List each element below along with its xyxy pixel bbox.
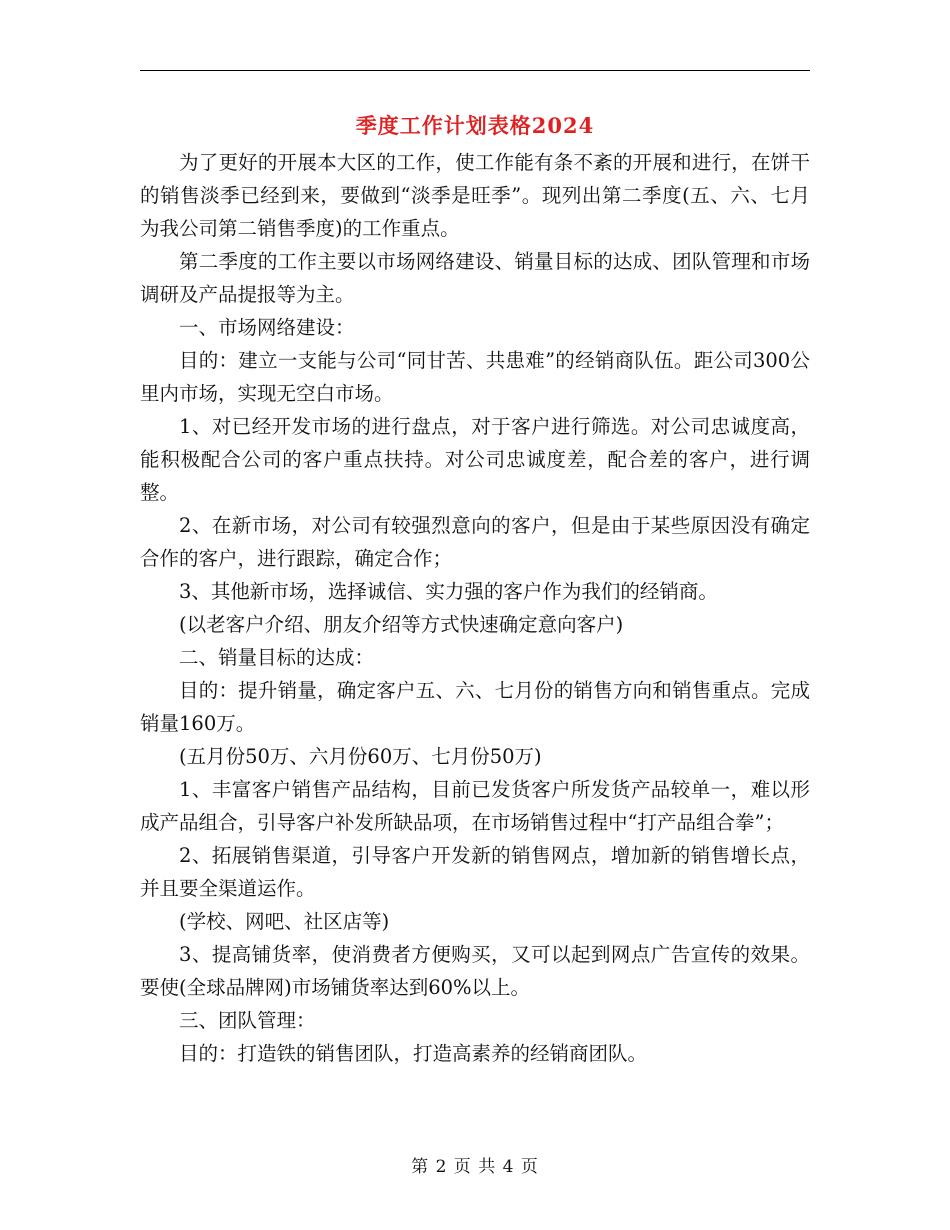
- section-heading: 一、市场网络建设：: [179, 316, 355, 339]
- paragraph: 目的：建立一支能与公司“同甘苦、共患难”的经销商队伍。距公司300公里内市场，实现无空白市场。: [140, 349, 810, 405]
- list-item: 3、提高铺货率，使消费者方便购买，又可以起到网点广告宣传的效果。要使(全球品牌网)市场铺货率达到60%以上。: [140, 943, 810, 999]
- paragraph: 目的：提升销量，确定客户五、六、七月份的销售方向和销售重点。完成销量160万。: [140, 679, 810, 735]
- list-item: 1、丰富客户销售产品结构，目前已发货客户所发货产品较单一，难以形成产品组合，引导客户补发所缺品项，在市场销售过程中“打产品组合拳”；: [140, 778, 810, 834]
- paragraph: 第二季度的工作主要以市场网络建设、销量目标的达成、团队管理和市场调研及产品提报等为主。: [140, 250, 810, 306]
- header-rule: [140, 70, 810, 71]
- document-body: [140, 146, 810, 1070]
- section-heading: 三、团队管理：: [179, 1009, 316, 1032]
- note: (以老客户介绍、朋友介绍等方式快速确定意向客户): [179, 613, 624, 636]
- page-number: 第 2 页 共 4 页: [411, 1157, 539, 1177]
- document-title: 季度工作计划表格2024: [355, 113, 595, 138]
- list-item: 2、在新市场，对公司有较强烈意向的客户，但是由于某些原因没有确定合作的客户，进行跟踪，确定合作；: [140, 514, 810, 570]
- list-item: 2、拓展销售渠道，引导客户开发新的销售网点，增加新的销售增长点，并且要全渠道运作。: [140, 844, 810, 900]
- paragraph: 为了更好的开展本大区的工作，使工作能有条不紊的开展和进行，在饼干的销售淡季已经到来，要做到“淡季是旺季”。现列出第二季度(五、六、七月为我公司第二销售季度)的工作重点。: [140, 151, 810, 240]
- note: (五月份50万、六月份60万、七月份50万): [179, 745, 542, 768]
- section-heading: 二、销量目标的达成：: [179, 646, 375, 669]
- list-item: 1、对已经开发市场的进行盘点，对于客户进行筛选。对公司忠诚度高，能积极配合公司的客户重点扶持。对公司忠诚度差，配合差的客户，进行调整。: [140, 415, 810, 504]
- list-item: 3、其他新市场，选择诚信、实力强的客户作为我们的经销商。: [179, 580, 718, 603]
- paragraph: 目的：打造铁的销售团队，打造高素养的经销商团队。: [179, 1042, 648, 1065]
- note: (学校、网吧、社区店等): [179, 910, 390, 933]
